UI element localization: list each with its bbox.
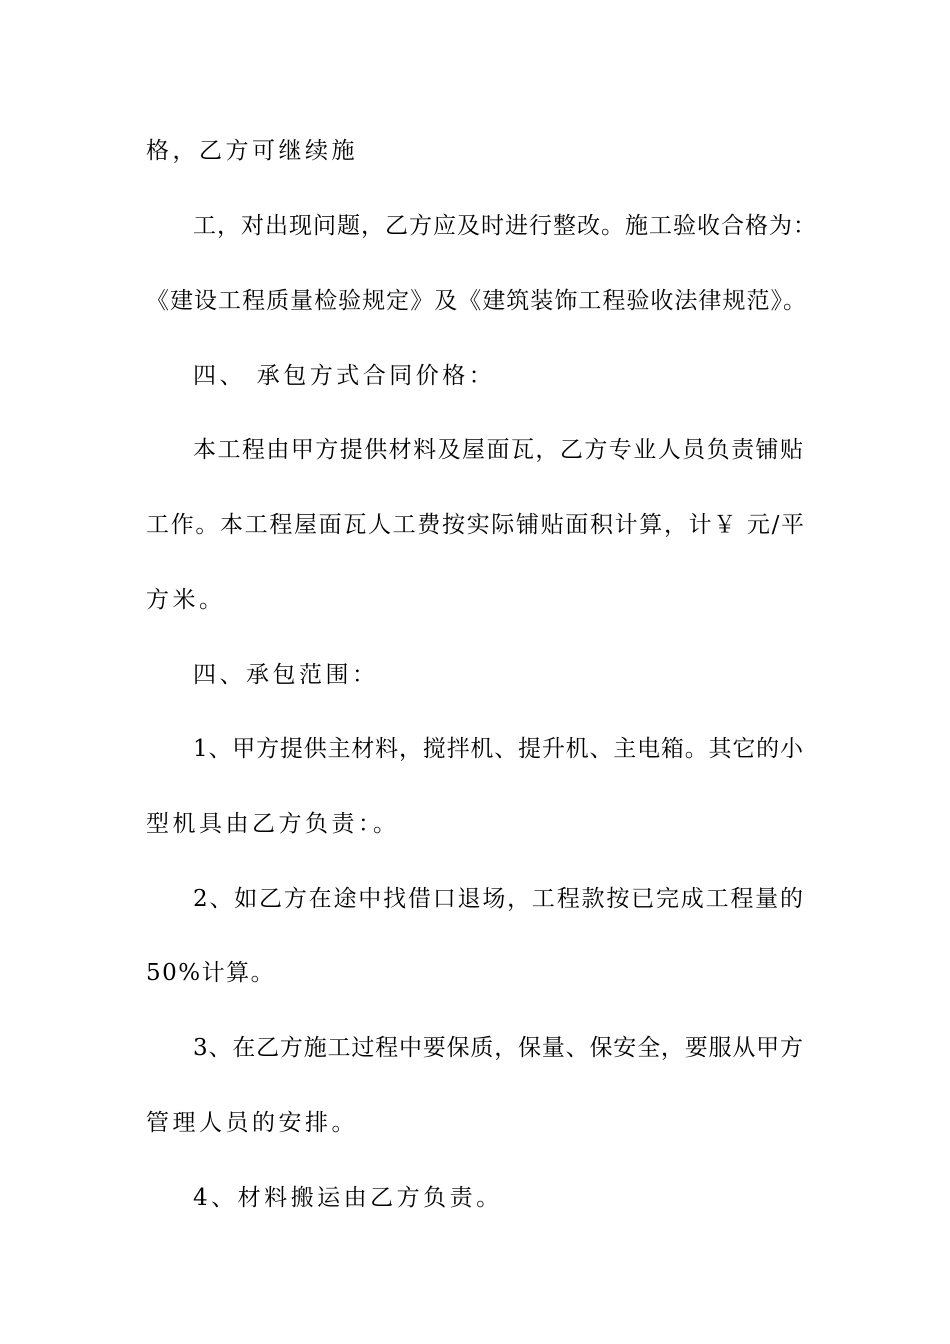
text-line-7: 方米。 — [146, 587, 226, 613]
text-line-2: 工，对出现问题，乙方应及时进行整改。施工验收合格为： — [193, 213, 816, 239]
text-line-3: 《建设工程质量检验规定》及《建筑装饰工程验收法律规范》。 — [146, 288, 806, 314]
text-line-14: 管理人员的安排。 — [146, 1110, 358, 1136]
text-line-10: 型机具由乙方负责：。 — [146, 811, 400, 837]
text-line-13: 3、在乙方施工过程中要保质，保量、保安全，要服从甲方 — [193, 1035, 803, 1061]
text-line-15: 4、材料搬运由乙方负责。 — [193, 1185, 503, 1211]
text-line-9: 1、甲方提供主材料，搅拌机、提升机、主电箱。其它的小 — [193, 736, 803, 762]
section-heading-4: 四、 承包方式合同价格： — [193, 363, 496, 389]
text-line-1: 格，乙方可继续施 — [146, 138, 358, 164]
text-line-12: 50%计算。 — [146, 960, 276, 986]
text-line-5: 本工程由甲方提供材料及屋面瓦，乙方专业人员负责铺贴 — [193, 437, 803, 463]
section-heading-scope: 四、承包范围： — [193, 662, 379, 688]
text-line-11: 2、如乙方在途中找借口退场，工程款按已完成工程量的 — [193, 886, 803, 912]
text-line-6: 工作。本工程屋面瓦人工费按实际铺贴面积计算，计￥ 元/平 — [146, 512, 804, 538]
